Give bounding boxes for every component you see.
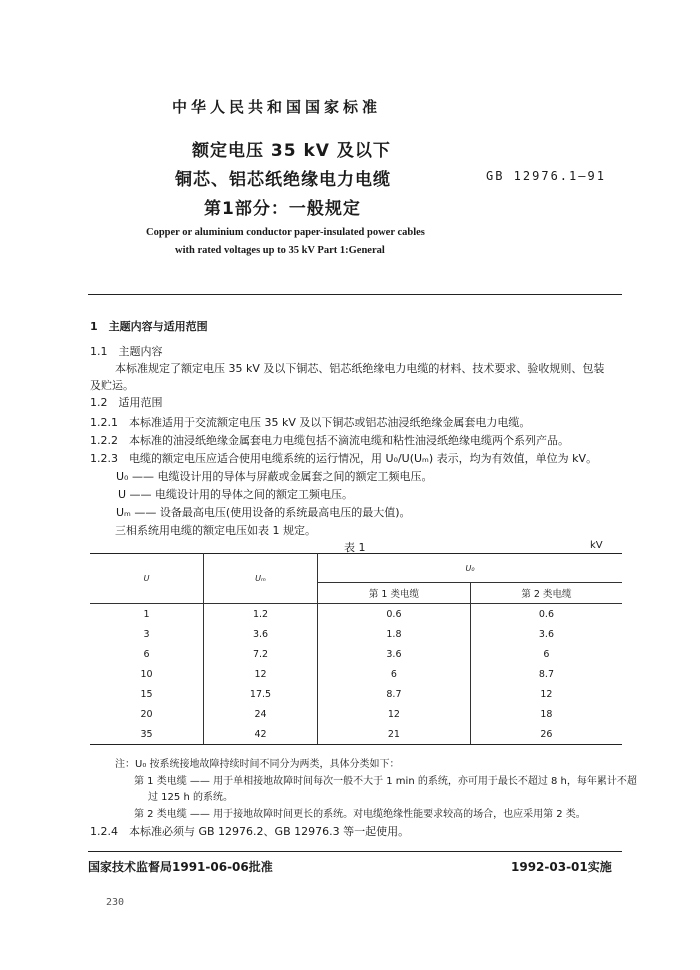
clause-1-2-1: 1.2.1 本标准适用于交流额定电压 35 kV 及以下铜芯或铝芯油浸纸绝缘金属套电力电缆。 xyxy=(90,416,531,429)
cell-um: 3.6 xyxy=(204,624,318,644)
definition-u0: U₀ —— 电缆设计用的导体与屏蔽或金属套之间的额定工频电压。 xyxy=(116,470,433,483)
table-row xyxy=(90,684,622,704)
cell-um: 17.5 xyxy=(204,684,318,704)
note-cat2: 第 2 类电缆 —— 用于接地故障时间更长的系统。对电缆绝缘性能要求较高的场合，也应采用第 2 类。 xyxy=(134,809,586,820)
gb-code: GB 12976.1—91 xyxy=(486,169,606,183)
table-row xyxy=(90,704,622,724)
table-intro: 三相系统用电缆的额定电压如表 1 规定。 xyxy=(115,524,316,537)
cell-um: 12 xyxy=(204,664,318,684)
section-1-heading: 1 主题内容与适用范围 xyxy=(90,320,208,333)
title-line-1: 额定电压 35 kV 及以下 xyxy=(192,141,391,161)
cell-u: 6 xyxy=(90,644,204,664)
table-caption: 表 1 xyxy=(344,541,366,554)
standard-org-heading: 中华人民共和国国家标准 xyxy=(172,98,382,116)
definition-u: U —— 电缆设计用的导体之间的额定工频电压。 xyxy=(118,488,354,501)
col-header-cat2: 第 2 类电缆 xyxy=(470,583,622,604)
english-title-line-1: Copper or aluminium conductor paper-insulated power cables xyxy=(146,227,425,238)
title-line-3: 第1部分：一般规定 xyxy=(204,199,361,219)
page-number: 230 xyxy=(106,897,125,908)
section-1-1-heading: 1.1 主题内容 xyxy=(90,345,163,358)
title-line-2: 铜芯、铝芯纸绝缘电力电缆 xyxy=(175,170,391,190)
cell-u: 3 xyxy=(90,624,204,644)
col-header-u: U xyxy=(90,554,204,604)
cell-um: 1.2 xyxy=(204,604,318,625)
english-title-line-2: with rated voltages up to 35 kV Part 1:General xyxy=(175,245,385,256)
table-note: 注：U₀ 按系统接地故障持续时间不同分为两类，具体分类如下： xyxy=(115,759,400,770)
approval-statement: 国家技术监督局1991-06-06批准 xyxy=(88,860,273,874)
cell-cat2: 8.7 xyxy=(470,664,622,684)
cell-u: 20 xyxy=(90,704,204,724)
clause-1-2-2: 1.2.2 本标准的油浸纸绝缘金属套电力电缆包括不滴流电缆和粘性油浸纸绝缘电缆两个系列产品。 xyxy=(90,434,569,447)
section-1-1-text: 本标准规定了额定电压 35 kV 及以下铜芯、铝芯纸绝缘电力电缆的材料、技术要求、验收规则、包装 xyxy=(115,362,605,375)
cell-u: 1 xyxy=(90,604,204,625)
cell-cat2: 6 xyxy=(470,644,622,664)
cell-cat1: 6 xyxy=(318,664,471,684)
col-header-cat1: 第 1 类电缆 xyxy=(318,583,471,604)
cell-um: 24 xyxy=(204,704,318,724)
section-1-2-heading: 1.2 适用范围 xyxy=(90,396,163,409)
note-cat1: 第 1 类电缆 —— 用于单相接地故障时间每次一般不大于 1 min 的系统，亦可用于最长不超过 8 h，每年累计不超 xyxy=(134,776,637,787)
cell-cat1: 12 xyxy=(318,704,471,724)
col-header-um: Uₘ xyxy=(204,554,318,604)
effective-date: 1992-03-01实施 xyxy=(511,860,612,874)
rated-voltage-table xyxy=(90,553,622,745)
table-row xyxy=(90,624,622,644)
cell-u: 10 xyxy=(90,664,204,684)
table-row xyxy=(90,664,622,684)
cell-cat2: 26 xyxy=(470,724,622,745)
cell-cat1: 3.6 xyxy=(318,644,471,664)
clause-1-2-3: 1.2.3 电缆的额定电压应适合使用电缆系统的运行情况，用 U₀/U(Uₘ) 表示，均为有效值，单位为 kV。 xyxy=(90,452,598,465)
cell-cat1: 0.6 xyxy=(318,604,471,625)
cell-cat1: 1.8 xyxy=(318,624,471,644)
cell-cat2: 0.6 xyxy=(470,604,622,625)
cell-cat1: 21 xyxy=(318,724,471,745)
cell-cat2: 18 xyxy=(470,704,622,724)
cell-u: 15 xyxy=(90,684,204,704)
header-rule xyxy=(88,294,622,295)
section-1-1-text-cont: 及贮运。 xyxy=(90,379,134,392)
table-unit: kV xyxy=(590,540,603,551)
cell-cat2: 12 xyxy=(470,684,622,704)
cell-cat1: 8.7 xyxy=(318,684,471,704)
note-cat1-cont: 过 125 h 的系统。 xyxy=(148,792,233,803)
table-row xyxy=(90,604,622,625)
cell-u: 35 xyxy=(90,724,204,745)
table-row xyxy=(90,724,622,745)
cell-um: 7.2 xyxy=(204,644,318,664)
cell-um: 42 xyxy=(204,724,318,745)
cell-cat2: 3.6 xyxy=(470,624,622,644)
clause-1-2-4: 1.2.4 本标准必须与 GB 12976.2、GB 12976.3 等一起使用。 xyxy=(90,825,410,838)
definition-um: Uₘ —— 设备最高电压(使用设备的系统最高电压的最大值)。 xyxy=(116,506,411,519)
footer-rule xyxy=(88,851,622,852)
col-header-u0: U₀ xyxy=(318,554,623,583)
table-row xyxy=(90,644,622,664)
